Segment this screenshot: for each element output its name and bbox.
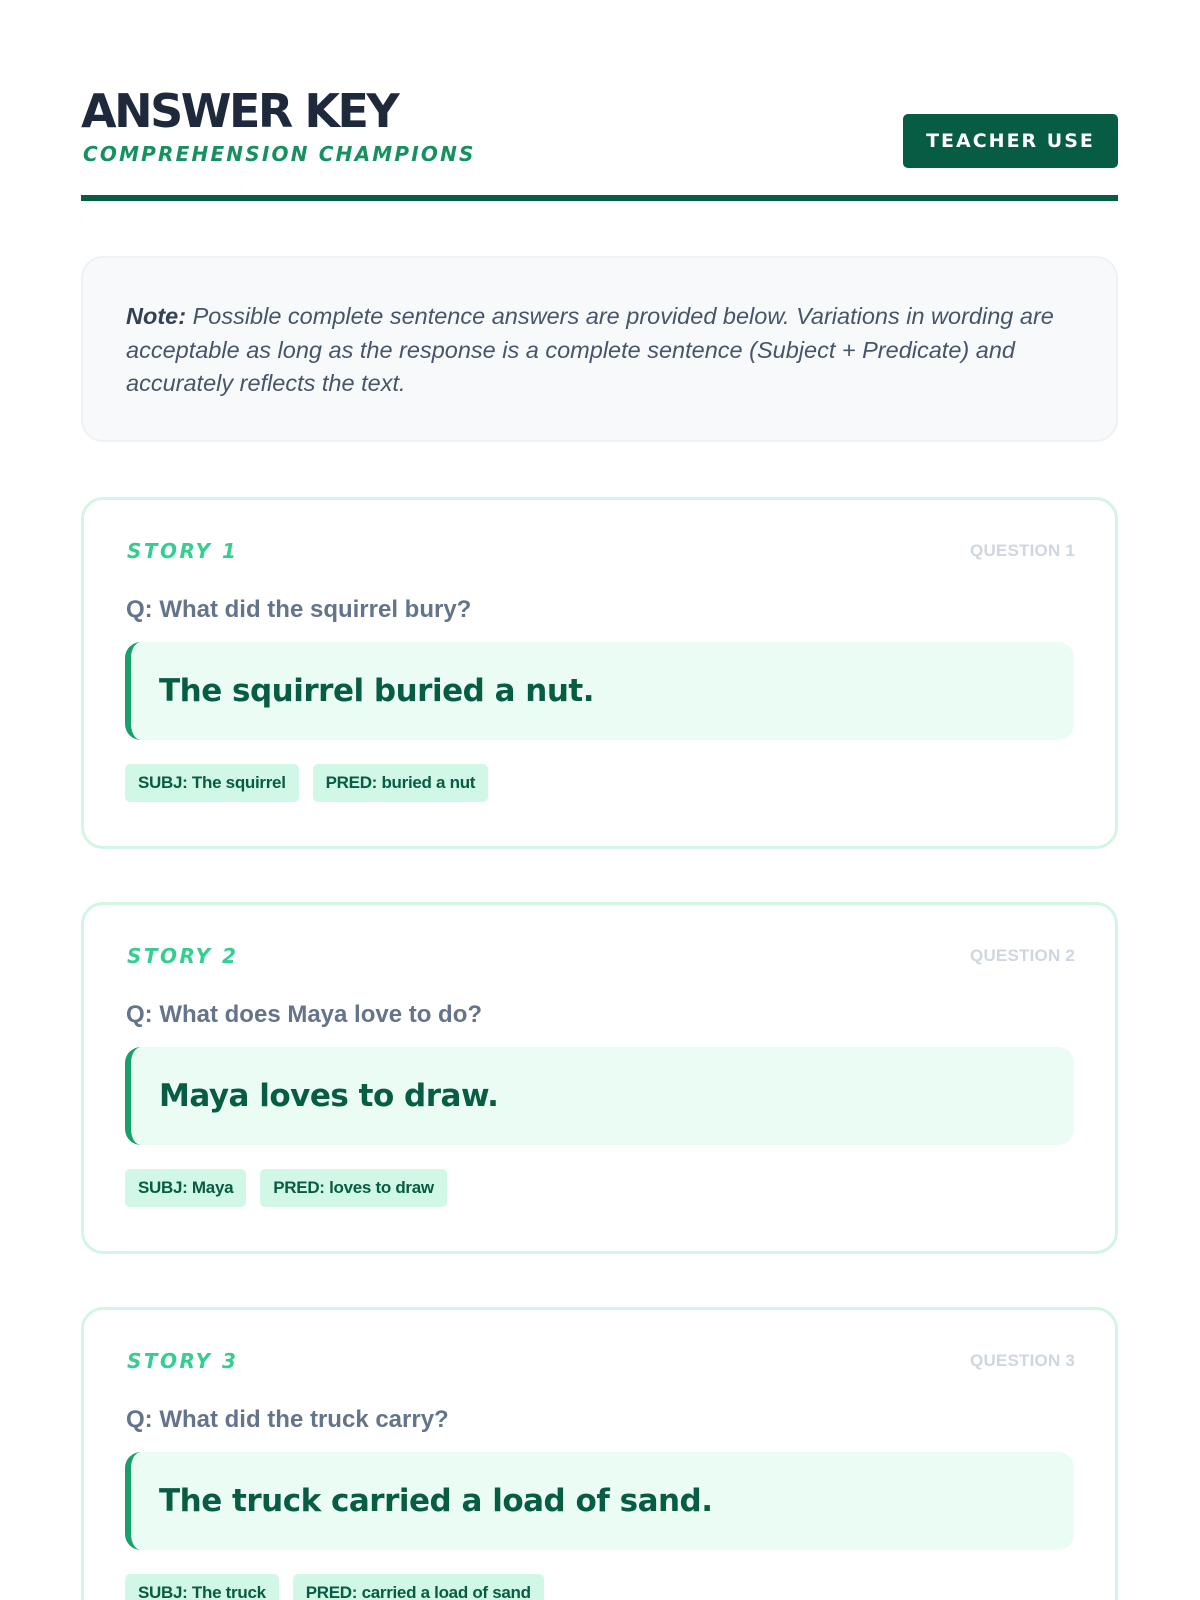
story-label: STORY 3	[127, 1349, 239, 1373]
note-text: Possible complete sentence answers are provided below. Variations in wording are acceptable as long as the response is a complete sentence (Subject + Predicate) and accurately reflects the text.	[126, 303, 1054, 396]
tag-row	[125, 764, 488, 802]
story-card	[81, 902, 1118, 1254]
question-number: QUESTION 1	[970, 541, 1075, 560]
question-text: Q: What did the squirrel bury?	[126, 596, 472, 623]
story-card	[81, 497, 1118, 849]
question-text: Q: What did the truck carry?	[126, 1406, 449, 1433]
note-label: Note:	[126, 303, 187, 329]
note-box	[81, 256, 1118, 442]
question-number: QUESTION 3	[970, 1351, 1075, 1370]
question-text: Q: What does Maya love to do?	[126, 1001, 483, 1028]
answer-box	[125, 1047, 1074, 1145]
story-label: STORY 1	[127, 539, 239, 563]
answer-text: Maya loves to draw.	[159, 1078, 499, 1114]
answer-text: The truck carried a load of sand.	[159, 1483, 713, 1519]
tag-row	[125, 1574, 544, 1600]
subject-tag: SUBJ: The squirrel	[125, 764, 299, 802]
subject-tag: SUBJ: Maya	[125, 1169, 246, 1207]
predicate-tag: PRED: carried a load of sand	[293, 1574, 544, 1600]
answer-box	[125, 1452, 1074, 1550]
predicate-tag: PRED: buried a nut	[313, 764, 489, 802]
subject-tag: SUBJ: The truck	[125, 1574, 279, 1600]
story-card	[81, 1307, 1118, 1600]
teacher-use-badge: TEACHER USE	[903, 114, 1118, 168]
story-label: STORY 2	[127, 944, 239, 968]
tag-row	[125, 1169, 447, 1207]
answer-text: The squirrel buried a nut.	[159, 673, 595, 709]
page-title: ANSWER KEY	[81, 84, 398, 138]
page-subtitle: COMPREHENSION CHAMPIONS	[83, 142, 476, 166]
answer-box	[125, 642, 1074, 740]
predicate-tag: PRED: loves to draw	[260, 1169, 447, 1207]
page-header	[81, 0, 1118, 201]
question-number: QUESTION 2	[970, 946, 1075, 965]
